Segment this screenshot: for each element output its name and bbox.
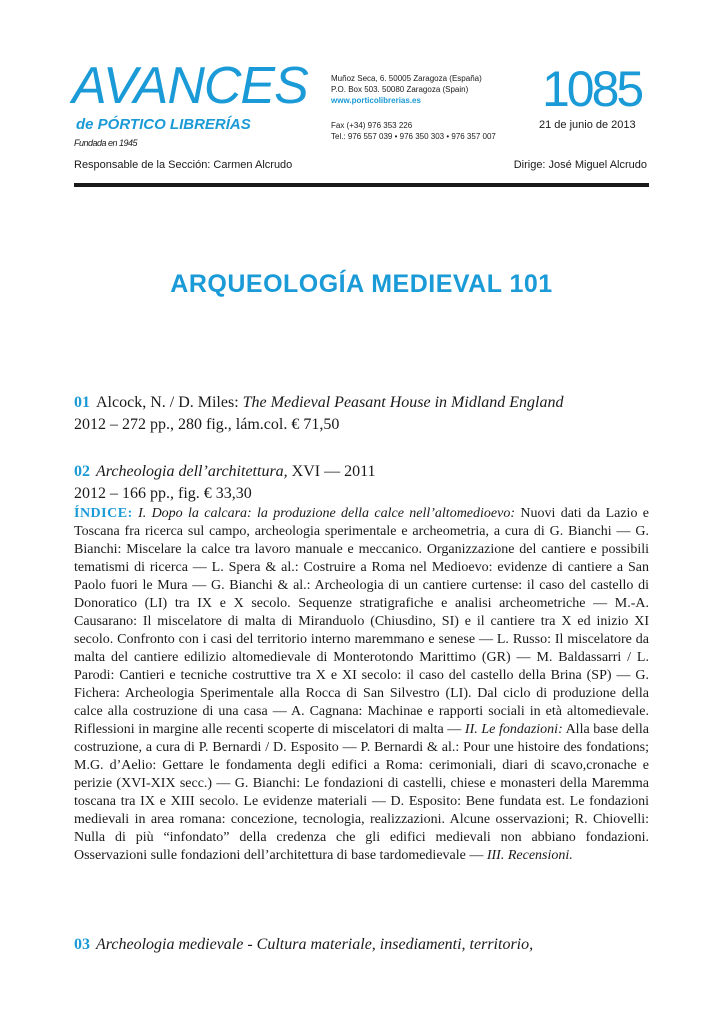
page-title: ARQUEOLOGÍA MEDIEVAL 101 <box>170 270 553 298</box>
entry-index <box>74 505 649 865</box>
index-section-title: I. Dopo la calcara: la produzione della calce nell’altomedioevo: <box>132 506 516 521</box>
brand-logo: AVANCES <box>72 57 308 115</box>
index-section-title: II. Le fondazioni: <box>461 722 563 737</box>
contact-block <box>331 120 496 142</box>
address-block <box>331 73 482 106</box>
entry-details: 2012 – 166 pp., fig. € 33,30 <box>74 485 252 502</box>
entry-title: Archeologia dell’architettura, <box>96 463 288 480</box>
header-rule <box>74 183 649 187</box>
entry-volume: XVI — 2011 <box>287 463 376 480</box>
address-line: P.O. Box 503. 50080 Zaragoza (Spain) <box>331 85 469 94</box>
index-section-title: III. Recensioni. <box>483 848 573 863</box>
catalog-entry <box>74 392 649 436</box>
entry-details: 2012 – 272 pp., 280 fig., lám.col. € 71,50 <box>74 416 340 433</box>
website-link[interactable]: www.porticolibrerias.es <box>331 96 421 105</box>
entry-title: Archeologia medievale - Cultura materiale, insediamenti, territorio, <box>96 936 534 953</box>
index-label: ÍNDICE: <box>74 506 133 521</box>
founded-note: Fundada en 1945 <box>74 138 138 148</box>
brand-subtitle: de PÓRTICO LIBRERÍAS <box>76 116 251 133</box>
director: Dirige: José Miguel Alcrudo <box>513 159 647 171</box>
issue-date: 21 de junio de 2013 <box>539 119 636 131</box>
entry-number: 03 <box>74 936 90 953</box>
index-section-text: Nuovi dati da Lazio e Toscana fra ricerca sul campo, archeologia sperimentale e archeometria, a cura di G. Bianchi — G. Bianchi: Miscelare la calce tra lavoro manuale e meccanico. Organizzazione del cantiere e possibili tematismi di ricerca — L. Spera & al.: Costruire a Roma nel Medioevo: evidenze di cantiere a San Paolo fuori le Mura — G. Bianchi & al.: Archeologia di un cantiere curtense: il caso del castello di Donoratico (LI) tra IX e X secolo. Sequenze stratigrafiche e analisi archeometriche — M.-A. Causarano: Il miscelatore di malta di Miranduolo (Chiusdino, SI) e il cantiere tra X ed inizio XI secolo. Confronto con i casi del territorio interno maremmano e senese — L. Russo: Il miscelatore da malta del cantiere edilizio altomedievale di Monterotondo Marittimo (GR) — M. Baldassarri / L. Parodi: Cantieri e tecniche costruttive tra X e XI secolo: il caso del castello della Brina (SP) — G. Fichera: Archeologia Sperimentale alla Rocca di San Silvestro (LI). Dal ciclo di produzione della calce alla costruzione di una casa — A. Cagnana: Machinae e rapporti sociali in età altomedievale. Riflessioni in margine alle recenti scoperte di miscelatori di malta — <box>74 506 649 737</box>
catalog-entry <box>74 934 649 956</box>
address-line: Muñoz Seca, 6. 50005 Zaragoza (España) <box>331 74 482 83</box>
entry-title: The Medieval Peasant House in Midland England <box>242 394 564 411</box>
catalog-entry <box>74 461 649 865</box>
section-responsible: Responsable de la Sección: Carmen Alcrudo <box>74 159 293 171</box>
entry-authors: Alcock, N. / D. Miles: <box>96 394 243 411</box>
entry-number: 02 <box>74 463 90 480</box>
entry-number: 01 <box>74 394 90 411</box>
issue-number: 1085 <box>542 61 642 117</box>
index-section-text: Alla base della costruzione, a cura di P. Bernardi / D. Esposito — P. Bernardi & al.: Pour une histoire des fondations; M.G. d’Aelio: Gettare le fondamenta degli edifici a Roma: cerimoniali, diari di scavo,cronache e perizie (XVI-XIX secc.) — G. Bianchi: Le fondazioni di castelli, chiese e monasteri della Maremma toscana tra IX e XIII secolo. Le evidenze materiali — D. Esposito: Bene fundata est. Le fondazioni medievali in area romana: concezione, tecnologia, realizzazioni. Alcune osservazioni; R. Chiovelli: Nulla di più “infondato” della credenza che gli edifici medievali non abbiano fondazioni. Osservazioni sulle fondazioni dell’architettura di base tardomedievale — <box>74 722 649 863</box>
fax-line: Fax (+34) 976 353 226 <box>331 121 413 130</box>
tel-line: Tel.: 976 557 039 • 976 350 303 • 976 357 007 <box>331 132 496 141</box>
